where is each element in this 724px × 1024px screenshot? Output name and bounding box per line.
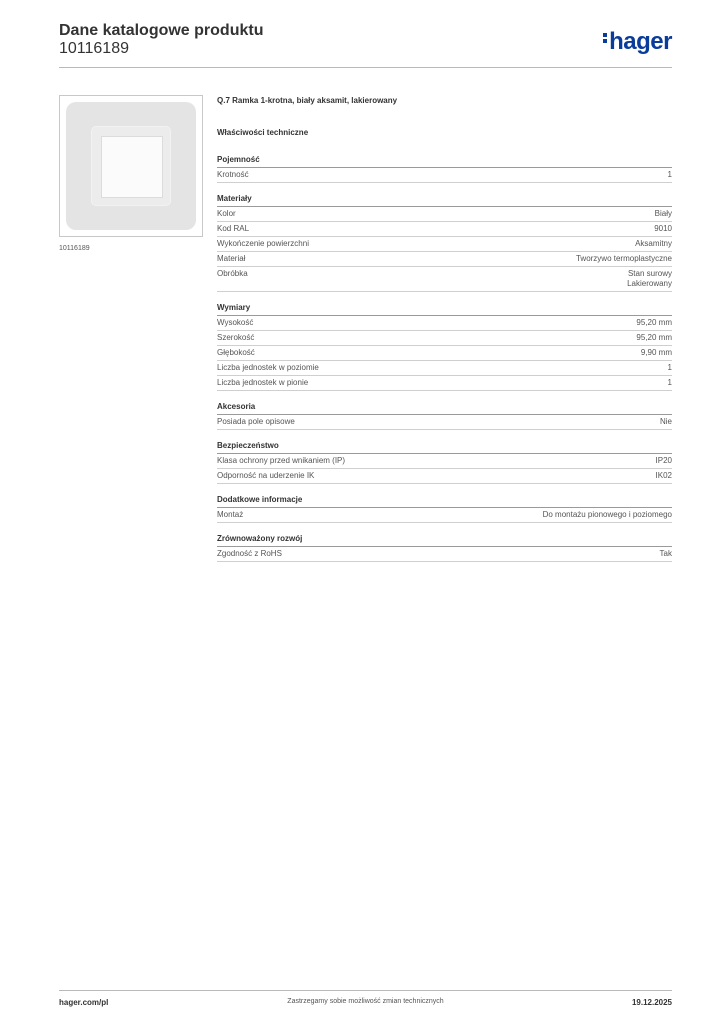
spec-label: Wysokość bbox=[217, 318, 254, 327]
spec-row bbox=[217, 316, 672, 331]
spec-row bbox=[217, 508, 672, 523]
section-title: Wymiary bbox=[217, 303, 672, 316]
frame-inner-shape bbox=[92, 127, 170, 205]
spec-value bbox=[543, 510, 672, 520]
spec-row bbox=[217, 267, 672, 292]
spec-value bbox=[656, 456, 672, 466]
spec-label: Klasa ochrony przed wnikaniem (IP) bbox=[217, 456, 346, 465]
footer-note: Zastrzegamy sobie możliwość zmian technicznych bbox=[287, 998, 444, 1005]
spec-row bbox=[217, 469, 672, 484]
frame-opening bbox=[101, 136, 163, 198]
spec-row bbox=[217, 168, 672, 183]
logo-text: hager bbox=[609, 28, 672, 55]
spec-value-line: Biały bbox=[654, 209, 672, 218]
section-title: Pojemność bbox=[217, 155, 672, 168]
spec-label: Wykończenie powierzchni bbox=[217, 239, 309, 248]
spec-value bbox=[576, 254, 672, 264]
spec-value bbox=[668, 363, 672, 373]
spec-row bbox=[217, 346, 672, 361]
spec-value-line: Tak bbox=[659, 549, 672, 558]
spec-value bbox=[636, 333, 672, 343]
spec-section bbox=[217, 402, 672, 430]
spec-row bbox=[217, 547, 672, 562]
footer-divider bbox=[59, 990, 672, 991]
properties-heading: Właściwości techniczne bbox=[217, 128, 309, 137]
product-code: 10116189 bbox=[59, 40, 129, 57]
spec-section bbox=[217, 534, 672, 562]
section-title: Akcesoria bbox=[217, 402, 672, 415]
section-title: Dodatkowe informacje bbox=[217, 495, 672, 508]
image-caption: 10116189 bbox=[59, 245, 90, 252]
spec-value-line: 9,90 mm bbox=[640, 348, 672, 357]
logo-dots-icon bbox=[603, 33, 607, 45]
spec-label: Liczba jednostek w pionie bbox=[217, 378, 309, 387]
spec-value bbox=[635, 239, 672, 249]
spec-section bbox=[217, 495, 672, 523]
spec-row bbox=[217, 454, 672, 469]
spec-value bbox=[655, 209, 672, 219]
spec-value bbox=[641, 348, 672, 358]
spec-section bbox=[217, 155, 672, 183]
spec-row bbox=[217, 222, 672, 237]
spec-label: Kod RAL bbox=[217, 224, 250, 233]
header-divider bbox=[59, 67, 672, 68]
footer-website[interactable]: hager.com/pl bbox=[59, 998, 109, 1007]
spec-value bbox=[627, 269, 672, 289]
section-title: Bezpieczeństwo bbox=[217, 441, 672, 454]
spec-value-line: Aksamitny bbox=[635, 239, 672, 248]
spec-label: Zgodność z RoHS bbox=[217, 549, 282, 558]
document-header bbox=[59, 22, 672, 58]
document-title: Dane katalogowe produktu bbox=[59, 22, 264, 39]
spec-sections bbox=[217, 155, 672, 562]
spec-row bbox=[217, 252, 672, 267]
spec-value-line: 1 bbox=[667, 378, 672, 387]
spec-row bbox=[217, 415, 672, 430]
product-image bbox=[59, 95, 203, 237]
section-title: Materiały bbox=[217, 194, 672, 207]
spec-section bbox=[217, 194, 672, 292]
spec-value bbox=[636, 318, 672, 328]
spec-value-line: 9010 bbox=[654, 224, 672, 233]
spec-row bbox=[217, 207, 672, 222]
spec-label: Odporność na uderzenie IK bbox=[217, 471, 315, 480]
spec-label: Głębokość bbox=[217, 348, 255, 357]
section-title: Zrównoważony rozwój bbox=[217, 534, 672, 547]
spec-section bbox=[217, 441, 672, 484]
spec-value-line: 95,20 mm bbox=[636, 333, 672, 342]
spec-label: Kolor bbox=[217, 209, 236, 218]
spec-value bbox=[660, 549, 672, 559]
spec-label: Szerokość bbox=[217, 333, 255, 342]
spec-value-line: 1 bbox=[667, 170, 672, 179]
spec-row bbox=[217, 376, 672, 391]
spec-value bbox=[654, 224, 672, 234]
footer-date: 19.12.2025 bbox=[631, 998, 672, 1007]
spec-value-line: Do montażu pionowego i poziomego bbox=[542, 510, 672, 519]
spec-value-line: Tworzywo termoplastyczne bbox=[575, 254, 672, 263]
spec-value-line: Stan surowy bbox=[627, 269, 672, 278]
spec-value-line: IP20 bbox=[655, 456, 672, 465]
product-name: Q.7 Ramka 1-krotna, biały aksamit, lakierowany bbox=[217, 96, 398, 105]
spec-value bbox=[660, 417, 672, 427]
spec-value bbox=[668, 378, 672, 388]
spec-label: Obróbka bbox=[217, 269, 248, 278]
spec-value-line: Nie bbox=[659, 417, 672, 426]
spec-row bbox=[217, 237, 672, 252]
spec-label: Posiada pole opisowe bbox=[217, 417, 295, 426]
spec-label: Materiał bbox=[217, 254, 246, 263]
frame-outer-shape bbox=[66, 102, 196, 230]
spec-label: Montaż bbox=[217, 510, 244, 519]
spec-label: Liczba jednostek w poziomie bbox=[217, 363, 319, 372]
spec-label: Krotność bbox=[217, 170, 249, 179]
spec-value-line: Lakierowany bbox=[627, 279, 672, 288]
spec-value-line: 95,20 mm bbox=[636, 318, 672, 327]
product-details bbox=[217, 96, 672, 573]
hager-logo bbox=[603, 28, 672, 56]
spec-value-line: IK02 bbox=[655, 471, 672, 480]
spec-row bbox=[217, 331, 672, 346]
spec-section bbox=[217, 303, 672, 391]
spec-value-line: 1 bbox=[667, 363, 672, 372]
spec-value bbox=[656, 471, 672, 481]
spec-row bbox=[217, 361, 672, 376]
spec-value bbox=[668, 170, 672, 180]
